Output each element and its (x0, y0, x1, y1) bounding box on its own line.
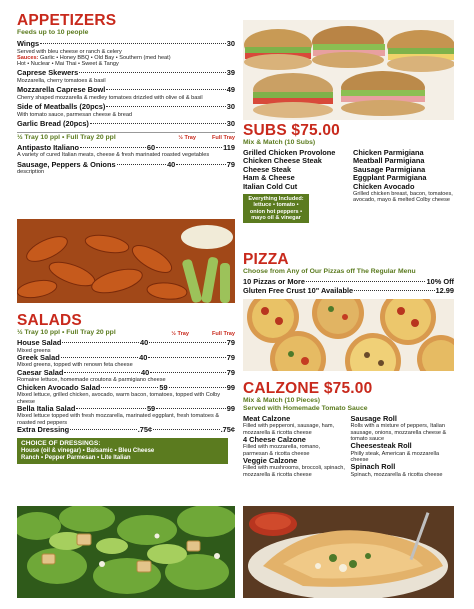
item-price-half: 59 (146, 403, 156, 413)
menu-item (17, 144, 235, 159)
calzone-item-name: Veggie Calzone (243, 456, 298, 465)
menu-item (17, 339, 235, 354)
item-desc: description (17, 169, 45, 176)
dressings-line-1: House (oil & vinegar) • Balsamic • Bleu Cheese (21, 447, 155, 454)
item-price: 30 (226, 39, 235, 48)
item-price: 12.99 (435, 285, 454, 295)
menu-item (17, 103, 235, 118)
subs-photo (243, 20, 454, 120)
calzone-item-desc: Philly steak, American & mozzarella cheese (350, 450, 440, 463)
subs-section (243, 122, 454, 223)
subs-col-1 (243, 149, 347, 223)
sub-item: Sausage Parmigiana (353, 164, 426, 174)
item-name: Caprese Skewers (17, 68, 79, 78)
item-price-half: 40 (167, 159, 176, 169)
item-name: Extra Dressing (17, 425, 70, 435)
menu-item (17, 120, 235, 129)
item-price: 30 (226, 119, 235, 129)
sub-item: Ham & Cheese (243, 173, 295, 183)
salad-photo (17, 506, 235, 598)
item-name: Antipasto Italiano (17, 142, 80, 152)
tray-head-half: ½ Tray (178, 134, 196, 141)
calzone-section (243, 380, 454, 478)
subs-subtitle: Mix & Match (10 Subs) (243, 139, 316, 146)
sub-item: Cheese Steak (243, 164, 292, 174)
menu-item (17, 86, 235, 101)
item-name: Chicken Avocado Salad (17, 382, 101, 392)
calzone-item-desc: Filled with pepperoni, sausage, ham, mozzarella & ricotta cheese (243, 423, 335, 436)
calzone-item-name: Cheesesteak Roll (350, 441, 412, 451)
sauces-line-2: Hot • Nuclear • Mai Thai • Sweet & Tangy (17, 61, 119, 68)
tray-head-half: ½ Tray (171, 331, 189, 337)
sauces-label: Sauces: (17, 54, 39, 61)
item-price-half: .75¢ (137, 425, 153, 435)
dressings-box (17, 438, 228, 464)
item-desc: With tomato sauce, parmesan cheese & bread (17, 111, 133, 118)
tray-head-full: Full Tray (211, 331, 235, 337)
menu-item (17, 354, 235, 369)
item-price-full: .75¢ (220, 425, 236, 435)
item-price-half: 59 (159, 382, 168, 392)
item-name: Bella Italia Salad (17, 403, 76, 413)
item-price-half: 40 (140, 367, 150, 377)
item-price: 10% Off (426, 277, 454, 286)
subs-grid (243, 149, 454, 223)
item-name: Wings (17, 39, 40, 48)
subs-title: SUBS $75.00 (243, 122, 340, 139)
item-price: 39 (226, 68, 235, 78)
calzone-item-name: Meat Calzone (243, 414, 291, 423)
item-name: Gluten Free Crust 10" Available (243, 285, 354, 295)
sub-item-desc: Grilled chicken breast, bacon, tomatoes, avocado, mayo & melted Colby cheese (353, 191, 453, 204)
item-desc: A variety of cured Italian meats, cheese & fresh marinated roasted vegetables (17, 152, 210, 159)
calzone-item-desc: Rolls with a mixture of peppers, Italian sausage, onions, mozzarella cheese & tomato sauce (350, 423, 447, 442)
item-price-half: 40 (139, 338, 149, 347)
calzone-subtitle-2: Served with Homemade Tomato Sauce (243, 405, 368, 412)
subs-box-title: Everything Included: (248, 196, 304, 203)
tray-bar-label: ½ Tray 10 ppl • Full Tray 20 ppl (17, 133, 116, 141)
pizza-title: PIZZA (243, 251, 289, 268)
calzone-photo (243, 506, 454, 598)
wings-photo (17, 219, 235, 303)
menu-item (17, 369, 235, 384)
calzone-col-2 (351, 415, 455, 478)
tray-head-full: Full Tray (211, 134, 235, 141)
left-column (17, 12, 235, 176)
menu-item (17, 69, 235, 84)
item-price: 49 (226, 85, 235, 95)
salads-title: SALADS (17, 312, 82, 329)
dressings-title: CHOICE OF DRESSINGS: (21, 439, 101, 447)
appetizers-subtitle: Feeds up to 10 people (17, 29, 89, 36)
pizza-photo (243, 299, 454, 371)
menu-item (17, 40, 235, 67)
calzone-subtitle-1: Mix & Match (10 Pieces) (243, 397, 321, 404)
item-desc: Mixed greens (17, 347, 51, 354)
pizza-section (243, 251, 454, 295)
tray-bar (17, 132, 235, 142)
sub-item: Chicken Cheese Steak (243, 156, 322, 166)
item-name: Greek Salad (17, 352, 60, 362)
item-price-full: 119 (223, 142, 235, 152)
item-name: House Salad (17, 338, 62, 347)
salads-section (17, 312, 235, 464)
calzone-item-desc: Spinach, mozzarella & ricotta cheese (350, 471, 443, 478)
calzone-col-1 (243, 415, 347, 478)
calzone-item-desc: Filled with mushrooms, broccoli, spinach, mozzarella & ricotta cheese (243, 465, 345, 478)
subs-box-text: lettuce • tomato • onion hot peppers • mayo oil & vinegar (249, 202, 303, 221)
sub-item: Meatball Parmigiana (353, 156, 425, 166)
item-name: Sausage, Peppers & Onions (17, 159, 116, 169)
menu-item (17, 161, 235, 176)
calzone-title: CALZONE $75.00 (243, 380, 373, 397)
calzone-item-name: Sausage Roll (350, 414, 397, 423)
pizza-subtitle: Choose from Any of Our Pizzas off The Regular Menu (243, 268, 416, 275)
item-name: 10 Pizzas or More (243, 277, 306, 286)
item-desc: Mixed lettuce, grilled chicken, avocado, warm bacon, tomatoes, topped with Colby cheese (17, 392, 221, 405)
item-price-full: 79 (226, 352, 236, 362)
sub-item: Eggplant Parmigiana (353, 173, 427, 183)
sub-item: Italian Cold Cut (243, 181, 298, 191)
item-name: Side of Meatballs (20pcs) (17, 102, 106, 112)
calzone-item-name: 4 Cheese Calzone (243, 435, 306, 444)
item-desc: Mozzarella, cherry tomatoes & basil (17, 78, 106, 85)
menu-item (17, 405, 235, 426)
item-price-full: 79 (226, 159, 236, 169)
item-price-half: 60 (146, 142, 156, 152)
item-price-half: 40 (139, 352, 148, 362)
calzone-item-name: Spinach Roll (350, 462, 396, 472)
sub-item: Chicken Avocado (353, 181, 415, 191)
item-desc: Cherry shaped mozzarella & medley tomatoes drizzled with olive oil & basil (17, 94, 203, 101)
item-desc: Mixed greens, topped with renown feta cheese (17, 362, 133, 369)
sub-item: Grilled Chicken Provolone (243, 148, 336, 157)
item-desc: Romaine lettuce, homemade croutons & parmigiano cheese (17, 377, 166, 384)
pizza-item (243, 287, 454, 296)
dressings-line-2: Ranch • Pepper Parmesan • Lite Italian (21, 454, 131, 461)
item-name: Caesar Salad (17, 367, 64, 377)
item-price-full: 99 (226, 382, 235, 392)
item-price: 30 (226, 102, 235, 112)
item-desc: Mixed lettuce topped with fresh mozzarella, marinated eggplant, fresh tomatoes & roasted red peppers (17, 413, 220, 426)
item-desc: Served with bleu cheese or ranch & celery (17, 48, 122, 55)
subs-included-box (243, 194, 309, 223)
calzone-grid (243, 415, 454, 478)
salads-subtitle: ½ Tray 10 ppl • Full Tray 20 ppl (17, 329, 116, 336)
subs-col-2 (353, 149, 454, 223)
appetizers-title: APPETIZERS (17, 12, 117, 29)
item-price-full: 99 (226, 403, 235, 413)
item-price-full: 79 (226, 338, 236, 347)
item-price-full: 79 (226, 367, 235, 377)
menu-item (17, 384, 235, 405)
menu-item (17, 426, 235, 435)
sub-item: Chicken Parmigiana (353, 148, 424, 157)
sauces-line-1: Garlic • Honey BBQ • Old Bay • Southern (med heat) (40, 54, 171, 61)
item-name: Garlic Bread (20pcs) (17, 119, 89, 129)
calzone-item-desc: Filled with mozzarella, romano, parmesan & ricotta cheese (243, 444, 321, 457)
item-name: Mozzarella Caprese Bowl (17, 85, 106, 95)
